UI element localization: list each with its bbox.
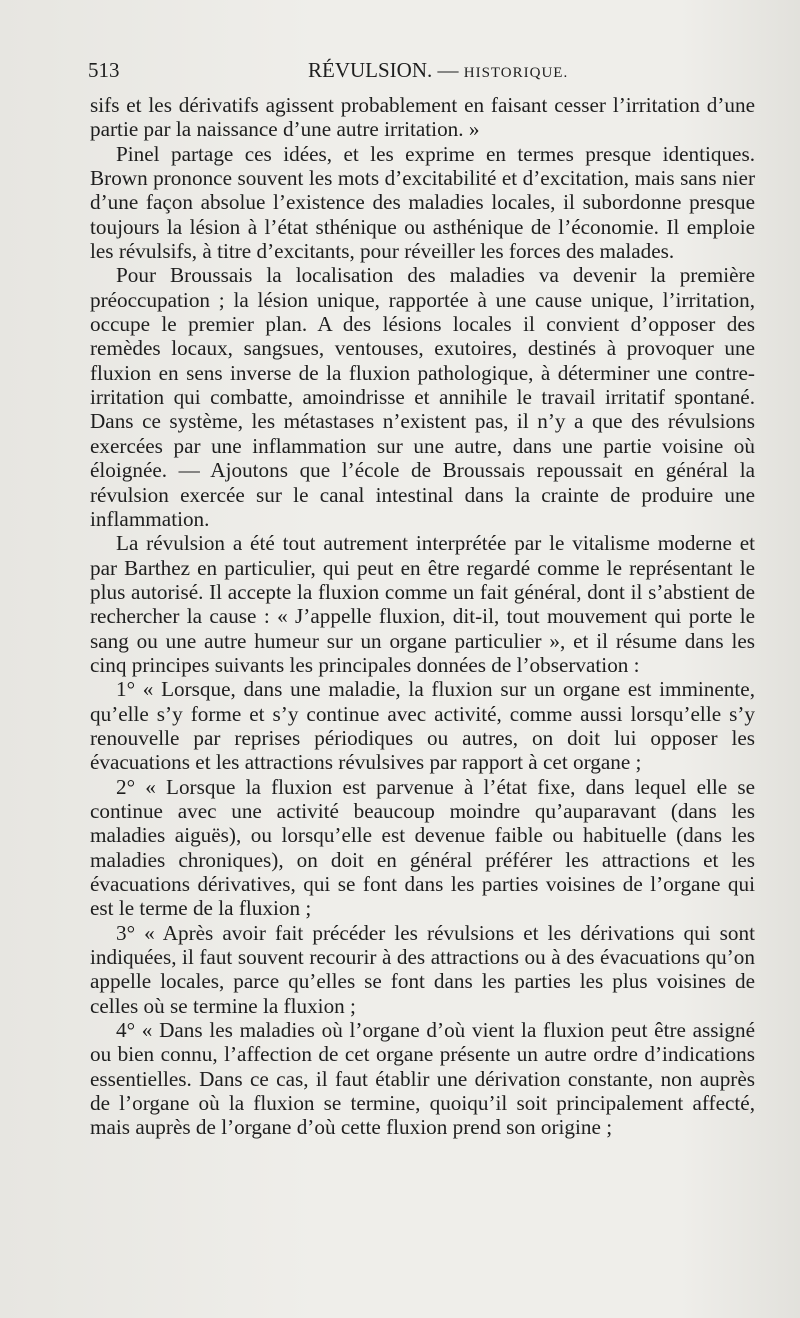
principle-item: 2° « Lorsque la fluxion est parvenue à l’état fixe, dans lequel elle se continue avec une activité beaucoup moindre qu’auparavant (dans les maladies aiguës), ou lorsqu’elle est devenue faible ou habituelle (dans les maladies chroniques), on doit en général préférer les attractions et les évacuations dérivatives, qui se font dans les parties voisines de l’organe qui est le terme de la fluxion ;: [90, 774, 755, 921]
paragraph: Pinel partage ces idées, et les exprime en termes presque identiques. Brown prononce souvent les mots d’excitabilité et d’excitation, mais sans nier d’une façon absolue l’existence des maladies locales, il subordonne presque toujours la lésion à l’état sthénique ou asthénique de l’économie. Il emploie les révulsifs, à titre d’excitants, pour réveiller les forces des malades.: [90, 141, 755, 264]
principle-item: 3° « Après avoir fait précéder les révulsions et les dérivations qui sont indiquées, il faut souvent recourir à des attractions ou à des évacuations qu’on appelle locales, parce qu’elles se font dans les parties les plus voisines de celles où se termine la fluxion ;: [90, 920, 755, 1018]
running-title: [308, 58, 568, 83]
paragraph: Pour Broussais la localisation des maladies va devenir la première préoccupation ; la lésion unique, rapportée à une cause unique, l’irritation, occupe le premier plan. A des lésions locales il convient d’opposer des remèdes locaux, sangsues, ventouses, exutoires, destinés à provoquer une fluxion en sens inverse de la fluxion pathologique, à déterminer une contre-irritation qui combatte, amoindrisse et annihile le travail irritatif spontané. Dans ce système, les métastases n’existent pas, il n’y a que des révulsions exercées par une inflammation sur une autre, dans une partie voisine où éloignée. — Ajoutons que l’école de Broussais repoussait en général la révulsion exercée sur le canal intestinal dans la crainte de produire une inflammation.: [90, 263, 755, 531]
running-header: [88, 58, 755, 86]
body-text: [90, 93, 755, 1140]
principle-item: 4° « Dans les maladies où l’organe d’où vient la fluxion peut être assigné ou bien connu, l’affection de cet organe présente un autre ordre d’indications essentielles. Dans ce cas, il faut établir une dérivation constante, non auprès de l’organe où la fluxion se termine, quoiqu’il soit principalement affecté, mais auprès de l’organe d’où cette fluxion prend son origine ;: [90, 1018, 755, 1140]
paragraph: sifs et les dérivatifs agissent probablement en faisant cesser l’irritation d’une partie par la naissance d’une autre irritation. »: [90, 93, 755, 142]
page-number: 513: [88, 58, 120, 82]
chapter-title: RÉVULSION.: [308, 58, 433, 82]
title-separator: —: [437, 58, 459, 82]
principle-item: 1° « Lorsque, dans une maladie, la fluxion sur un organe est imminente, qu’elle s’y forme et s’y continue avec activité, comme aussi lorsqu’elle s’y renouvelle par reprises périodiques ou autres, on doit lui opposer les évacuations et les attractions révulsives par rapport à cet organe ;: [90, 677, 755, 775]
section-title: HISTORIQUE.: [463, 65, 569, 81]
paragraph: La révulsion a été tout autrement interprétée par le vitalisme moderne et par Barthez en particulier, qui peut en être regardé comme le représentant le plus autorisé. Il accepte la fluxion comme un fait général, dont il s’abstient de rechercher la cause : « J’appelle fluxion, dit-il, tout mouvement qui porte le sang ou une autre humeur sur un organe particulier », et il résume dans les cinq principes suivants les principales données de l’observation :: [90, 531, 755, 677]
